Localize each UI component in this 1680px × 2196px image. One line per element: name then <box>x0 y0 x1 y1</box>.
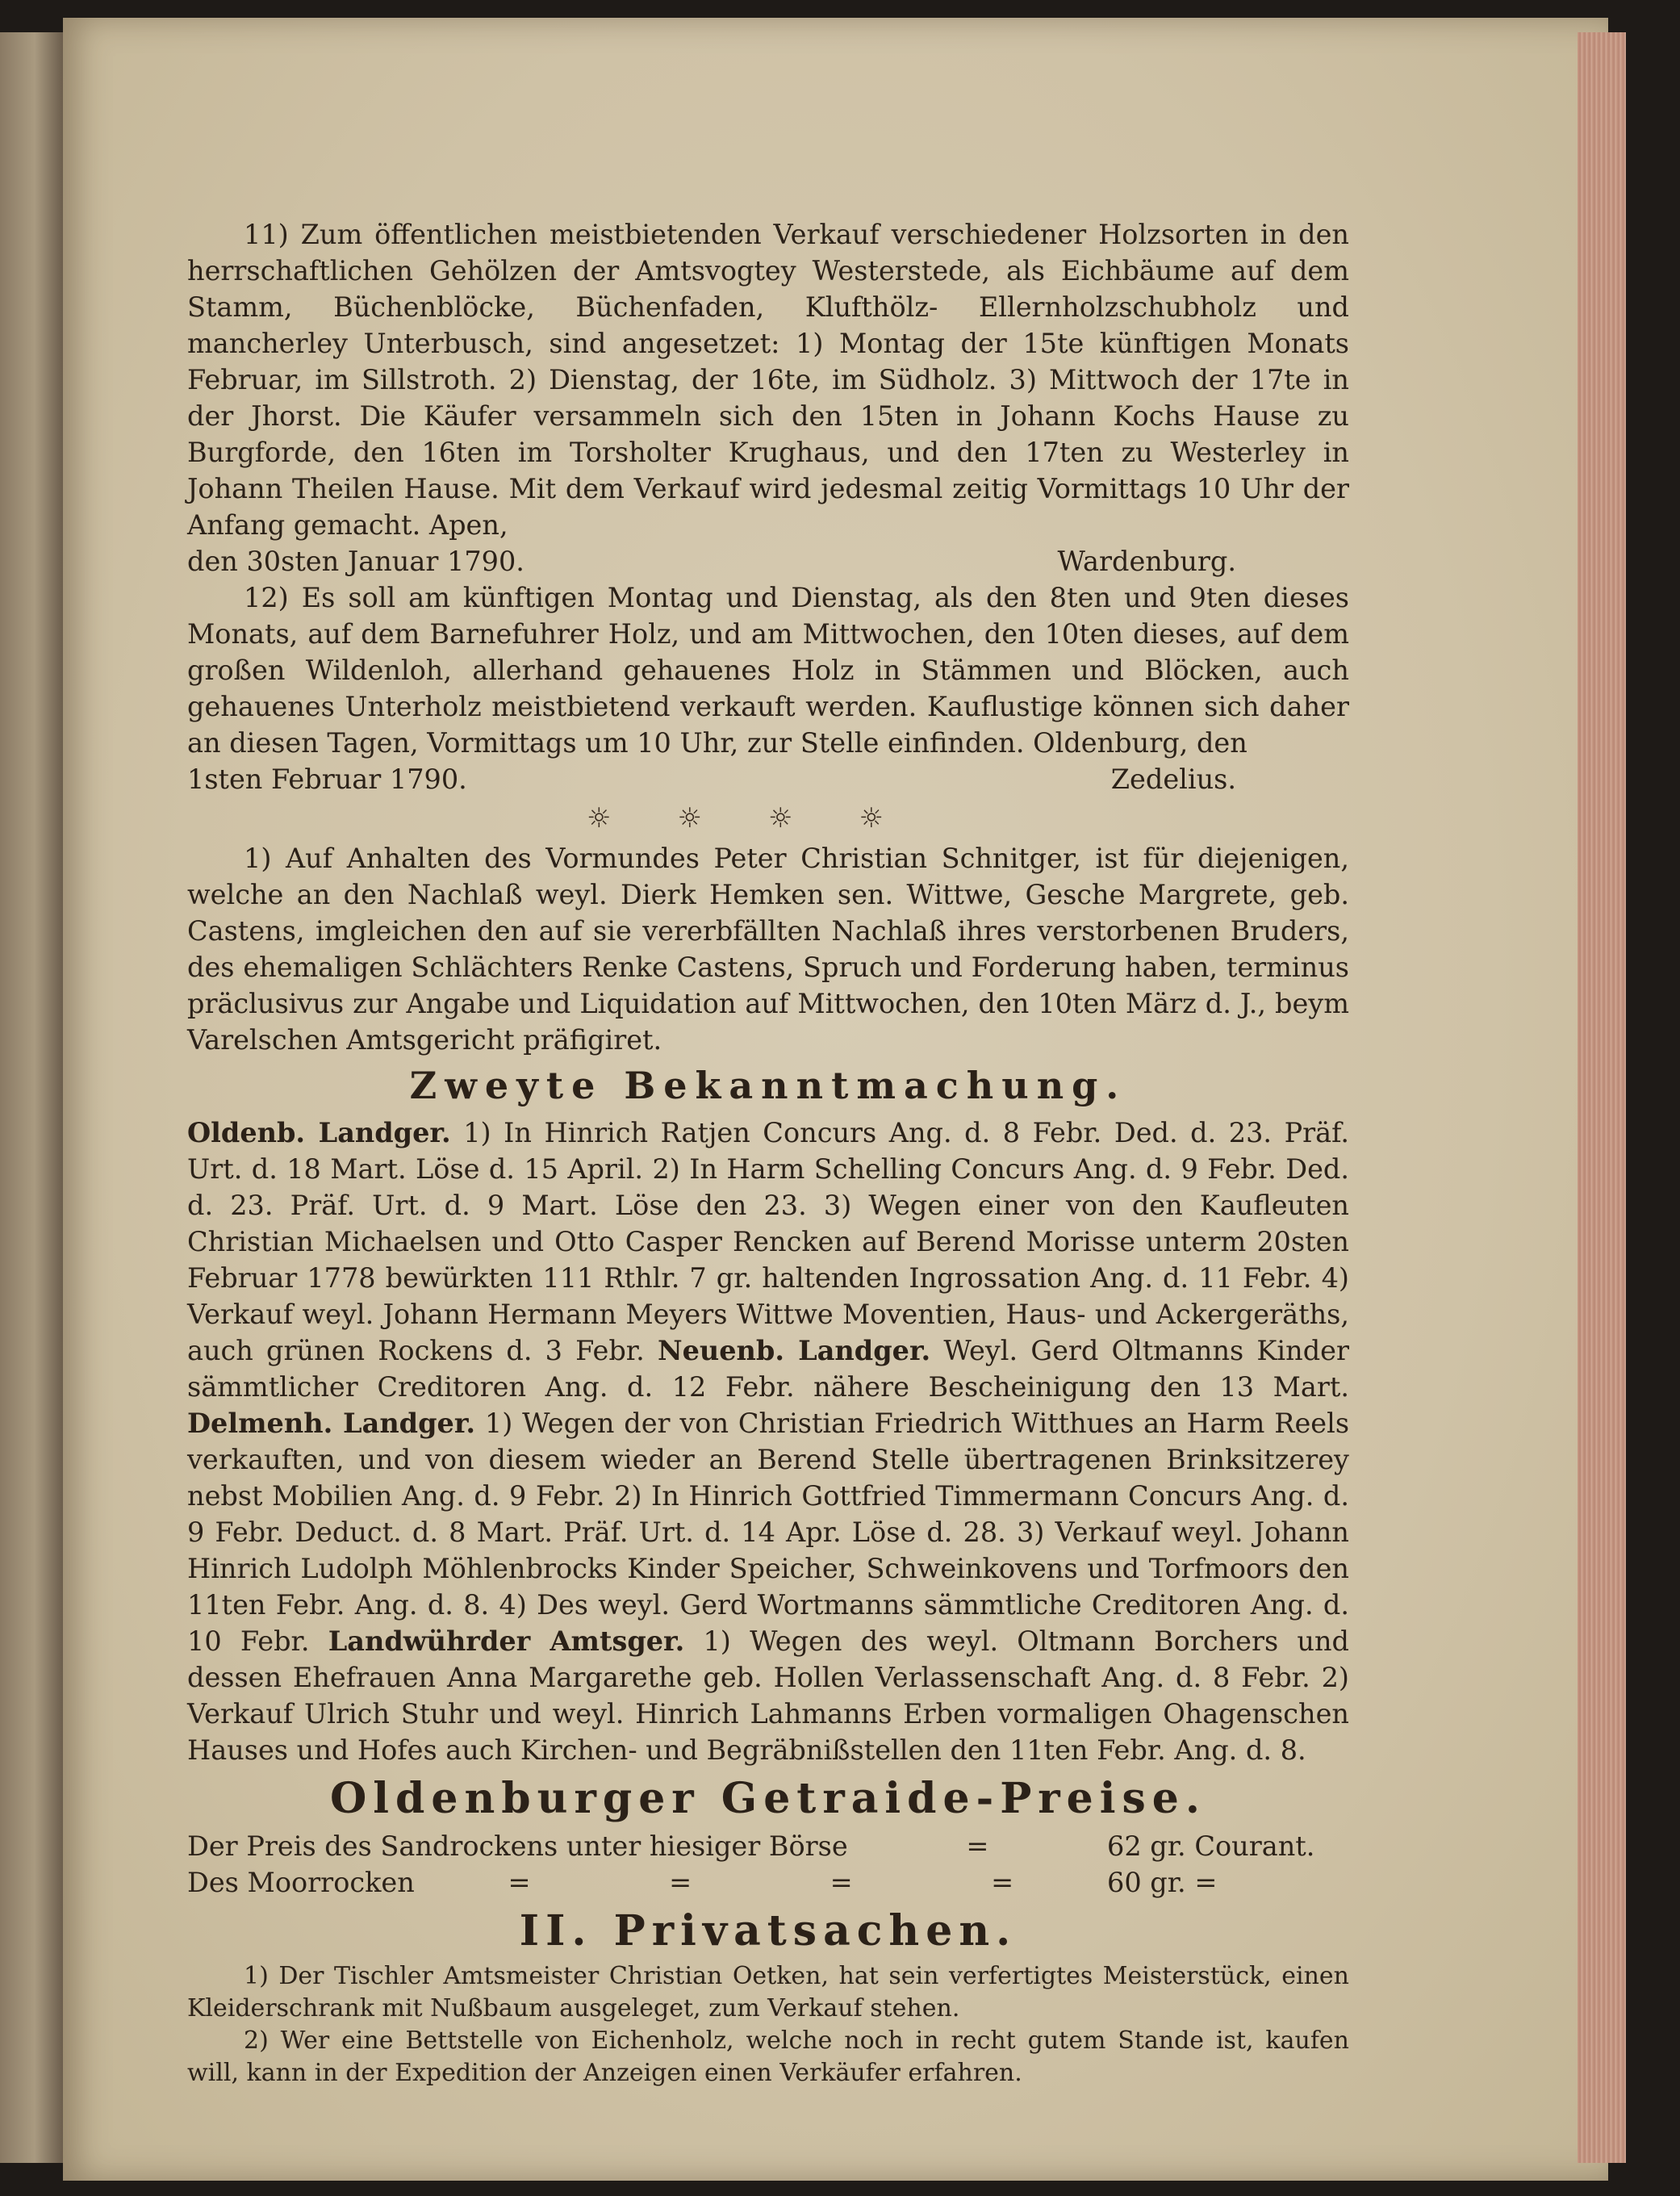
notice-11-date: den 30sten Januar 1790. <box>187 546 524 577</box>
price-ditto-marks: = <box>966 1830 989 1862</box>
court-delmenhorst-text: 1) Wegen der von Christian Friedrich Witthues an Harm Reels verkauften, und von diesem wieder an Berend Stelle übertragenen Brinksitzerey nebst Mobilien Ang. d. 9 Febr. 2) In Hinrich Gottfried Timmermann Concurs Ang. d. 9 Febr. Deduct. d. 8 Mart. Präf. Urt. d. 14 Apr. Löse d. 28. 3) Verkauf weyl. Johann Hinrich Ludolph Möhlenbrocks Kinder Speicher, Schweinkovens und Torfmoors den 11ten Febr. Ang. d. 8. 4) Des weyl. Gerd Wortmanns sämmtliche Creditoren Ang. d. 10 Febr. <box>187 1408 1350 1657</box>
privat-notice-1: 1) Der Tischler Amtsmeister Christian Oetken, hat sein verfertigtes Meisterstück, einen Kleiderschrank mit Nußbaum ausgeleget, zum Verkauf stehen. <box>187 1962 1349 2022</box>
notice-12-signature <box>187 761 1349 797</box>
page-text <box>187 216 1349 2089</box>
ornament-divider: ☼☼☼☼ <box>587 802 950 834</box>
court-neuenburg: Neuenb. Landger. <box>657 1335 931 1366</box>
price-ditto-marks: = = = = <box>508 1867 1014 1898</box>
court-landwuehrden-text: 1) Wegen des weyl. Oltmann Borchers und dessen Ehefrauen Anna Margarethe geb. Hollen Verlassenschaft Ang. d. 8 Febr. 2) Verkauf Ulrich Stuhr und weyl. Hinrich Lahmanns Erben vormaligen Ohagenschen Hauses und Hofes auch Kirchen- und Begräbnißstellen den 11ten Febr. Ang. d. 8. <box>187 1625 1349 1766</box>
notice-12-date: 1sten Februar 1790. <box>187 763 467 795</box>
heading-getraide-preise: Oldenburger Getraide-Preise. <box>330 1774 1206 1823</box>
price-value: 60 gr. = <box>1107 1867 1218 1898</box>
page-stack-edge <box>1578 32 1626 2163</box>
court-neuenburg-text: Weyl. Gerd Oltmanns Kinder sämmtlicher Creditoren Ang. d. 12 Febr. nähere Bescheinigung den 13 Mart. <box>187 1335 1349 1403</box>
notice-11-signature <box>187 543 1349 579</box>
price-label: Des Moorrocken <box>187 1867 415 1898</box>
court-delmenhorst: Delmenh. Landger. <box>187 1408 476 1439</box>
notice-12: 12) Es soll am künftigen Montag und Dienstag, als den 8ten und 9ten dieses Monats, auf dem Barnefuhrer Holz, und am Mittwochen, den 10ten dieses, auf dem großen Wildenloh, allerhand gehauenes Holz in Stämmen und Blöcken, auch gehauenes Unterholz meistbietend verkauft werden. Kauflustige können sich daher an diesen Tagen, Vormittags um 10 Uhr, zur Stelle einfinden. Oldenburg, den <box>187 582 1349 759</box>
price-list <box>187 1828 1349 1901</box>
price-row-moorrocken <box>187 1864 1349 1901</box>
court-oldenburg: Oldenb. Landger. <box>187 1117 451 1148</box>
court-landwuehrden: Landwührder Amtsger. <box>328 1625 685 1657</box>
price-row-sandrocken <box>187 1828 1349 1864</box>
notice-11-signer: Wardenburg. <box>1057 546 1236 577</box>
heading-zweyte-bekanntmachung: Zweyte Bekanntmachung. <box>409 1064 1127 1107</box>
privat-notice-2: 2) Wer eine Bettstelle von Eichenholz, welche noch in recht gutem Stande ist, kaufen will, kann in der Expedition der Anzeigen einen Verkäufer erfahren. <box>187 2027 1349 2087</box>
left-page-edge <box>0 32 63 2163</box>
heading-privatsachen: II. Privatsachen. <box>519 1906 1018 1955</box>
notice-11: 11) Zum öffentlichen meistbietenden Verkauf verschiedener Holzsorten in den herrschaftlichen Gehölzen der Amtsvogtey Westerstede, als Eichbäume auf dem Stamm, Büchenblöcke, Büchenfaden, Klufthölz- Ellernholzschubholz und mancherley Unterbusch, sind angesetzet: 1) Montag der 15te künftigen Monats Februar, im Sillstroth. 2) Dienstag, der 16te, im Südholz. 3) Mittwoch der 17te in der Jhorst. Die Käufer versammeln sich den 15ten in Johann Kochs Hause zu Burgforde, den 16ten im Torsholter Krughaus, und den 17ten zu Westerley in Johann Theilen Hause. Mit dem Verkauf wird jedesmal zeitig Vormittags 10 Uhr der Anfang gemacht. Apen, <box>187 219 1349 541</box>
price-label: Der Preis des Sandrockens unter hiesiger Börse <box>187 1830 848 1862</box>
court-oldenburg-text: 1) In Hinrich Ratjen Concurs Ang. d. 8 Febr. Ded. d. 23. Präf. Urt. d. 18 Mart. Löse d. 15 April. 2) In Harm Schelling Concurs Ang. d. 9 Febr. Ded. d. 23. Präf. Urt. d. 9 Mart. Löse den 23. 3) Wegen einer von den Kaufleuten Christian Michaelsen und Otto Casper Rencken auf Berend Morisse unterm 20sten Februar 1778 bewürkten 111 Rthlr. 7 gr. haltenden Ingrossation Ang. d. 11 Febr. 4) Verkauf weyl. Johann Hermann Meyers Wittwe Moventien, Haus- und Ackergeräths, auch grünen Rockens d. 3 Febr. <box>187 1117 1349 1366</box>
zweyte-bekanntmachung-body <box>187 1115 1349 1768</box>
price-value: 62 gr. Courant. <box>1107 1830 1315 1862</box>
notice-schnitger: 1) Auf Anhalten des Vormundes Peter Christian Schnitger, ist für diejenigen, welche an den Nachlaß weyl. Dierk Hemken sen. Wittwe, Gesche Margrete, geb. Castens, imgleichen den auf sie vererbfällten Nachlaß ihres verstorbenen Bruders, des ehemaligen Schlächters Renke Castens, Spruch und Forderung haben, terminus präclusivus zur Angabe und Liquidation auf Mittwochen, den 10ten März d. J., beym Varelschen Amtsgericht präfigiret. <box>187 843 1349 1056</box>
notice-12-signer: Zedelius. <box>1110 763 1236 795</box>
